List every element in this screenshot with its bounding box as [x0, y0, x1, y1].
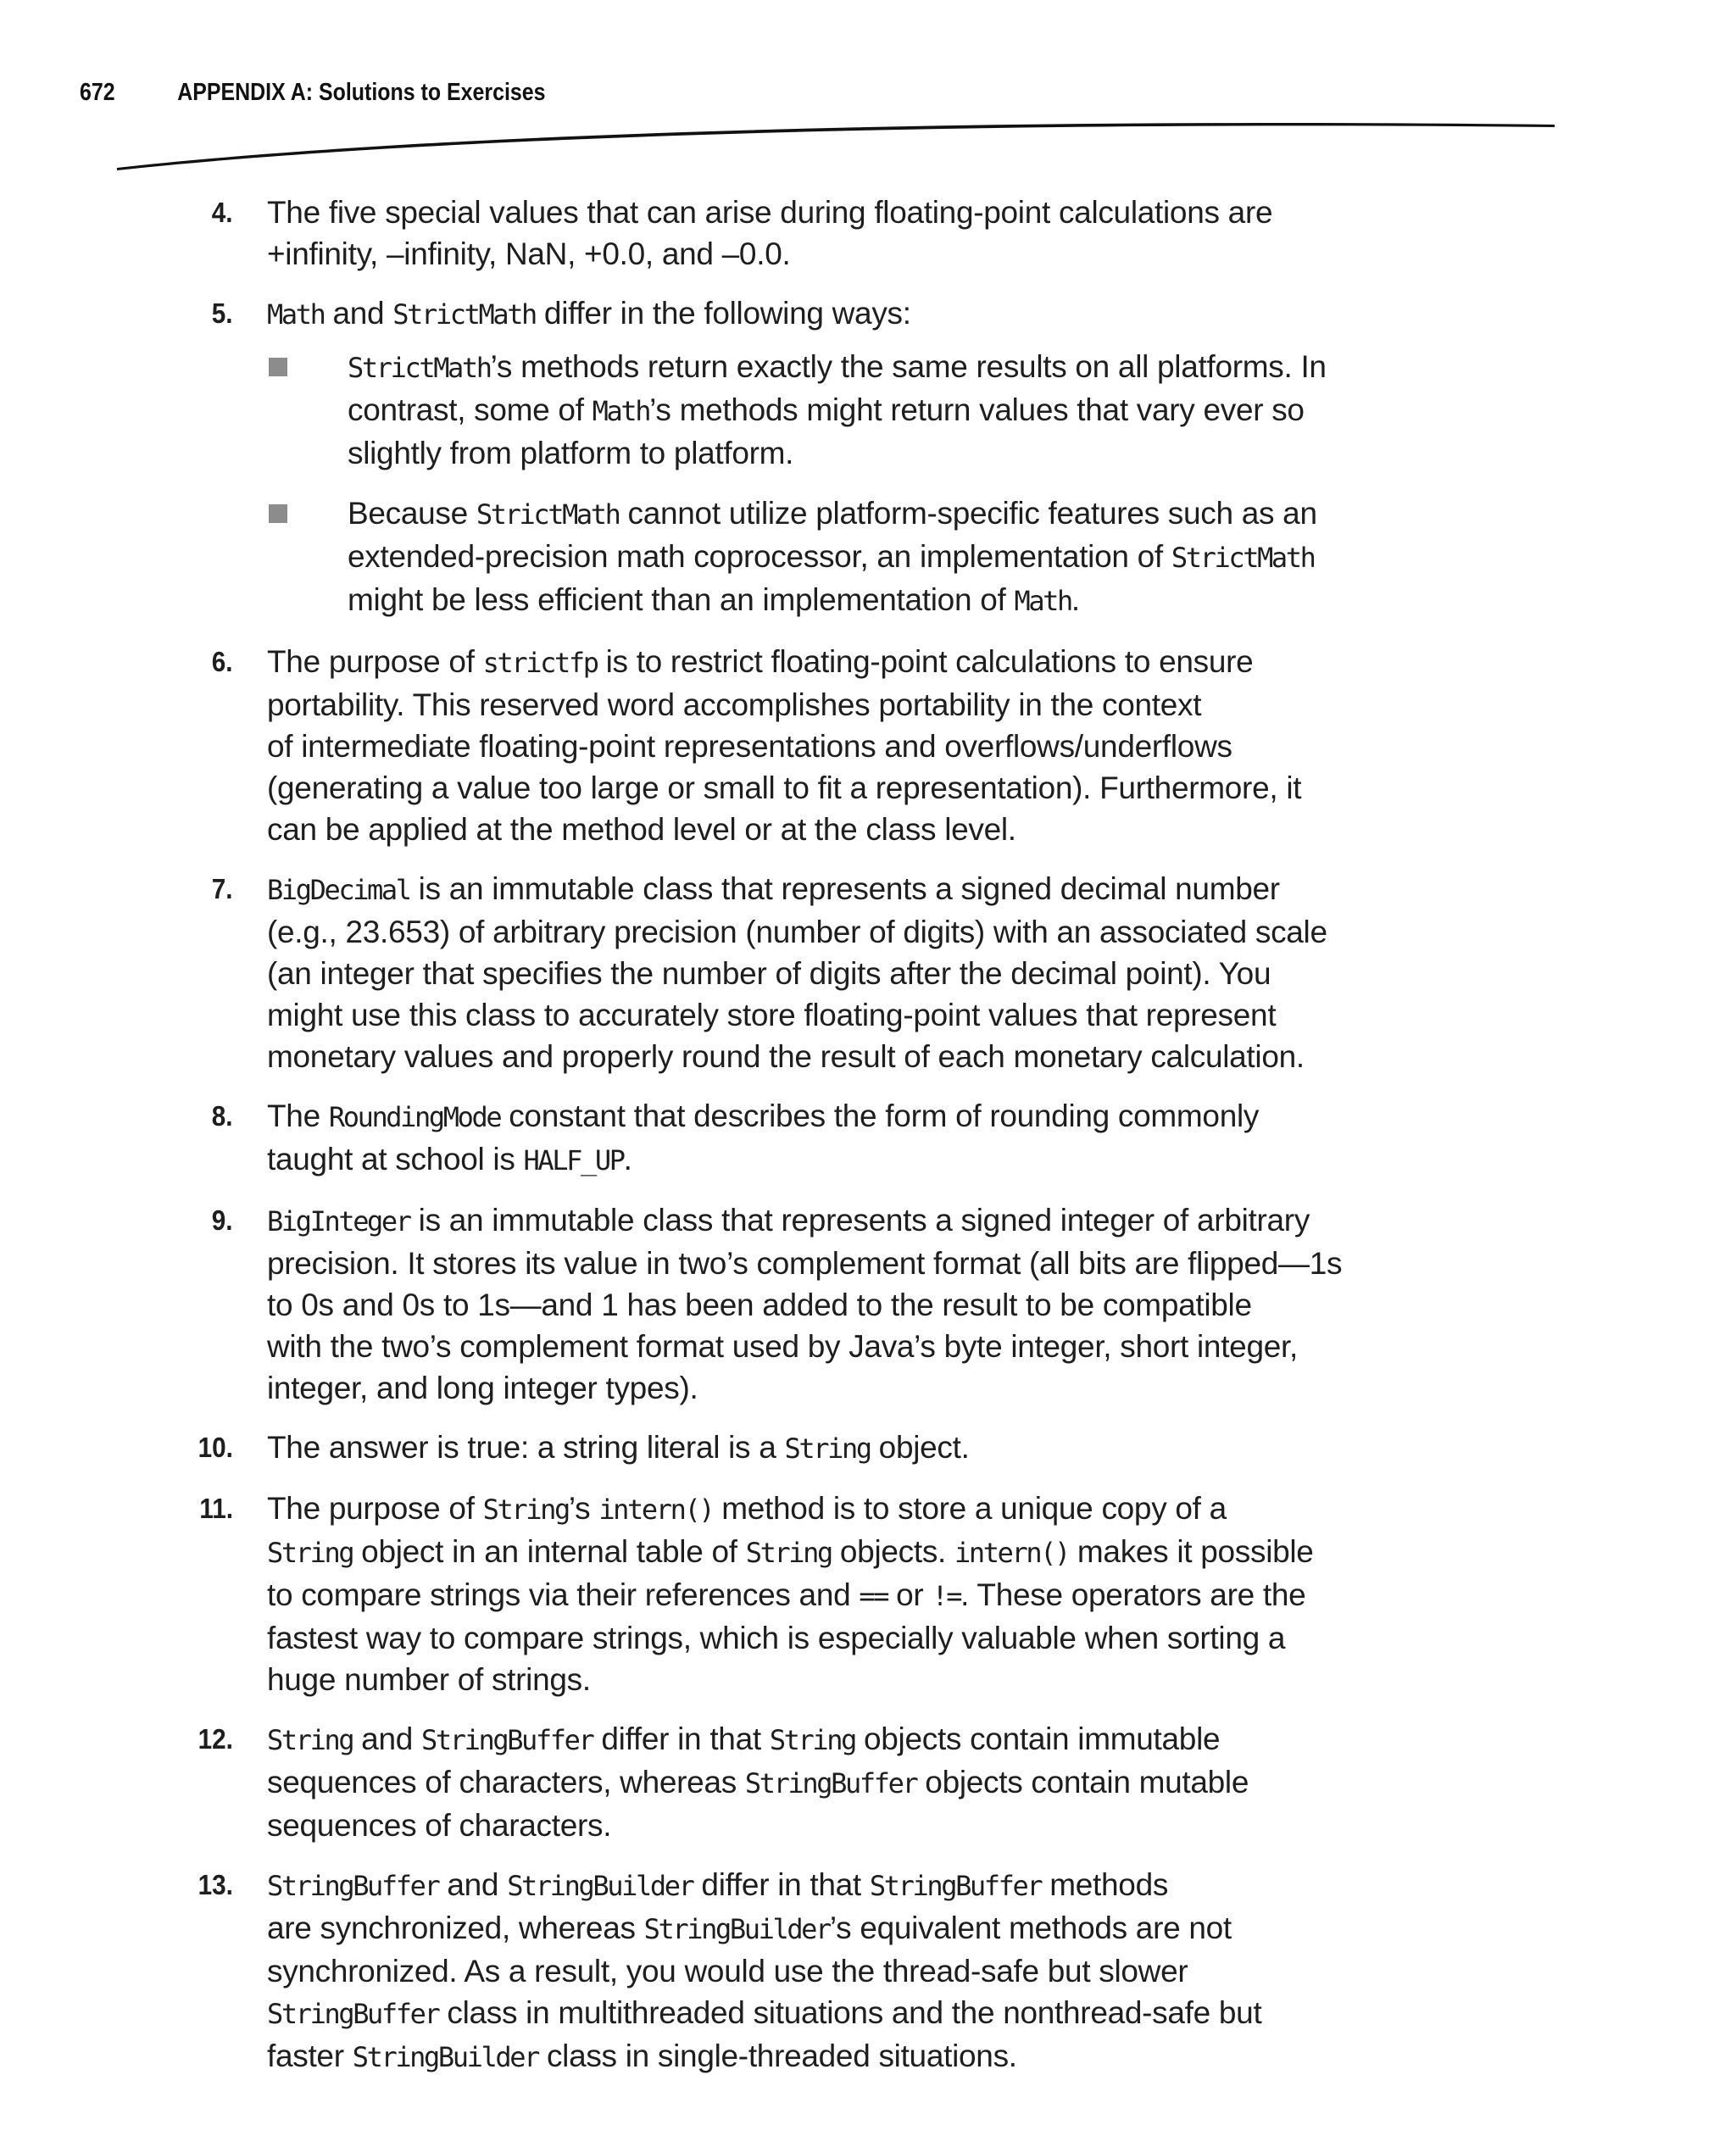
text-run: The answer is true: a string literal is a [267, 1430, 785, 1465]
text-run: to compare strings via their references and [267, 1577, 860, 1612]
text-run: might be less efficient than an implementation of [348, 582, 1015, 617]
text-line [267, 767, 1394, 809]
running-title: APPENDIX A: Solutions to Exercises [177, 79, 546, 106]
text-line [267, 1095, 1394, 1138]
text-run: (an integer that specifies the number of digits after the decimal point). You [267, 956, 1271, 991]
item-number: 6. [212, 646, 233, 677]
text-run: of intermediate floating-point representations and overflows/underflows [267, 729, 1232, 764]
text-run: integer, and long integer types). [267, 1371, 698, 1405]
text-run: synchronized. As a result, you would use the thread-safe but slower [267, 1954, 1188, 1989]
code-term: String [267, 1537, 353, 1569]
answer-list [0, 192, 1736, 2096]
item-number: 13. [198, 1869, 233, 1900]
header-rule [0, 0, 1736, 186]
text-line [348, 536, 1394, 579]
text-line [267, 1761, 1394, 1805]
bullet-list [267, 346, 1394, 622]
text-line [267, 1488, 1394, 1531]
text-run: objects contain immutable [855, 1722, 1221, 1756]
item-number: 7. [212, 873, 233, 904]
text-line [348, 432, 1394, 474]
item-body [267, 292, 1394, 622]
text-run: faster [267, 2039, 353, 2073]
code-term: StringBuffer [869, 1870, 1042, 1902]
code-term: intern() [954, 1537, 1069, 1569]
code-term: intern() [598, 1494, 714, 1526]
answer-item [0, 1718, 1736, 1846]
bullet-item [348, 492, 1394, 622]
text-run: with the two’s complement format used by Java’s byte integer, short integer, [267, 1329, 1298, 1364]
text-line [267, 1659, 1394, 1700]
text-run: can be applied at the method level or at the class level. [267, 812, 1016, 847]
text-run: ’s methods might return values that vary ever so [649, 392, 1305, 427]
text-run: sequences of characters, whereas [267, 1765, 745, 1799]
item-body [267, 1199, 1394, 1409]
code-term: Math [267, 298, 325, 331]
text-line [267, 868, 1394, 911]
text-line [348, 579, 1394, 622]
text-line [267, 1617, 1394, 1659]
text-line [267, 1284, 1394, 1326]
text-run: extended-precision math coprocessor, an implementation of [348, 539, 1171, 574]
item-body [267, 192, 1394, 275]
text-run: . [1071, 582, 1080, 617]
text-run: precision. It stores its value in two’s complement format (all bits are flipped—1s [267, 1246, 1343, 1281]
text-run: . These operators are the [960, 1577, 1306, 1612]
item-body [267, 1488, 1394, 1700]
code-term: String [267, 1724, 353, 1756]
text-run: sequences of characters. [267, 1808, 612, 1843]
code-term: String [745, 1537, 832, 1569]
text-line [267, 192, 1394, 233]
text-line [267, 1427, 1394, 1470]
item-body [267, 1718, 1394, 1846]
page-number: 672 [80, 79, 115, 106]
text-run: object. [870, 1430, 970, 1465]
text-run: or [887, 1577, 932, 1612]
text-line [267, 1531, 1394, 1574]
text-run: (generating a value too large or small to fit a representation). Furthermore, it [267, 770, 1302, 805]
text-run: contrast, some of [348, 392, 593, 427]
text-line [267, 1907, 1394, 1950]
text-run: cannot utilize platform-specific features such as an [619, 496, 1317, 531]
text-run: to 0s and 0s to 1s—and 1 has been added to the result to be compatible [267, 1288, 1252, 1322]
text-line [267, 292, 1394, 336]
text-run: The purpose of [267, 644, 483, 679]
item-body [267, 1864, 1394, 2078]
text-run: method is to store a unique copy of a [713, 1491, 1227, 1526]
text-run: (e.g., 23.653) of arbitrary precision (number of digits) with an associated scale [267, 915, 1327, 949]
code-term: StringBuffer [267, 1998, 439, 2030]
code-term: HALF_UP [523, 1144, 624, 1176]
text-run: portability. This reserved word accomplishes portability in the context [267, 687, 1202, 722]
code-term: StrictMath [392, 298, 536, 331]
code-term: String [482, 1494, 569, 1526]
answer-item [0, 1488, 1736, 1700]
text-run: monetary values and properly round the result of each monetary calculation. [267, 1039, 1305, 1074]
text-line [267, 1950, 1394, 1992]
code-term: StringBuilder [507, 1870, 693, 1902]
text-run: differ in that [693, 1867, 870, 1902]
text-run: Because [348, 496, 476, 531]
text-run: is an immutable class that represents a signed integer of arbitrary [409, 1203, 1310, 1238]
code-term: BigDecimal [267, 874, 410, 906]
text-run: taught at school is [267, 1142, 524, 1176]
text-line [267, 953, 1394, 994]
text-run: The [267, 1099, 329, 1133]
answer-item [0, 1199, 1736, 1409]
code-term: StringBuilder [352, 2041, 538, 2073]
item-number: 12. [198, 1723, 233, 1755]
answer-item [0, 1864, 1736, 2078]
text-run: might use this class to accurately store floating-point values that represent [267, 998, 1277, 1032]
code-term: StringBuffer [267, 1870, 439, 1902]
item-number: 5. [212, 298, 233, 329]
text-run: methods [1041, 1867, 1169, 1902]
text-line [267, 1805, 1394, 1846]
text-run: class in multithreaded situations and the nonthread-safe but [438, 1995, 1262, 2030]
code-term: StringBuffer [744, 1767, 917, 1799]
text-run: and [353, 1722, 421, 1756]
item-body [267, 1095, 1394, 1182]
bullet-item [348, 346, 1394, 474]
code-term: String [784, 1432, 871, 1465]
item-number: 8. [212, 1100, 233, 1132]
text-run: differ in the following ways: [535, 296, 911, 331]
item-body [267, 868, 1394, 1077]
text-run: fastest way to compare strings, which is especially valuable when sorting a [267, 1621, 1286, 1655]
code-term: == [859, 1580, 888, 1612]
code-term: StrictMath [476, 498, 620, 531]
text-line [267, 1718, 1394, 1761]
text-run: objects. [831, 1534, 954, 1569]
text-line [267, 809, 1394, 850]
code-term: StrictMath [348, 352, 491, 384]
text-run: The five special values that can arise during floating-point calculations are [267, 195, 1273, 230]
code-term: BigInteger [267, 1205, 410, 1238]
text-line [267, 233, 1394, 275]
code-term: Math [592, 395, 650, 427]
item-body [267, 1427, 1394, 1470]
text-run: huge number of strings. [267, 1662, 591, 1697]
text-run: object in an internal table of [353, 1534, 746, 1569]
code-term: != [932, 1580, 961, 1612]
answer-item [0, 868, 1736, 1077]
text-run: The purpose of [267, 1491, 483, 1526]
item-number: 9. [212, 1204, 233, 1236]
code-term: String [769, 1724, 856, 1756]
text-line [267, 1992, 1394, 2035]
text-run: differ in that [593, 1722, 770, 1756]
text-line [267, 911, 1394, 953]
text-line [267, 1199, 1394, 1243]
code-term: Math [1014, 585, 1071, 617]
square-bullet-icon [269, 358, 287, 376]
code-term: StringBuffer [421, 1724, 593, 1756]
text-run: ’s methods return exactly the same results on all platforms. In [490, 349, 1327, 384]
text-run: slightly from platform to platform. [348, 436, 794, 470]
text-line [267, 1574, 1394, 1617]
text-line [267, 994, 1394, 1036]
text-run: and [324, 296, 393, 331]
code-term: RoundingMode [328, 1101, 501, 1133]
text-run: ’s [568, 1491, 599, 1526]
text-line [267, 1243, 1394, 1284]
text-line [267, 2035, 1394, 2078]
text-line [267, 641, 1394, 684]
answer-item [0, 292, 1736, 622]
text-line [267, 1036, 1394, 1077]
square-bullet-icon [269, 504, 287, 523]
code-term: strictfp [482, 647, 598, 679]
text-run: ’s equivalent methods are not [829, 1911, 1232, 1945]
code-term: StrictMath [1171, 542, 1315, 574]
text-line [348, 492, 1394, 536]
item-number: 10. [198, 1432, 233, 1463]
text-run: makes it possible [1068, 1534, 1314, 1569]
text-line [267, 726, 1394, 767]
item-number: 11. [199, 1493, 233, 1524]
answer-item [0, 192, 1736, 275]
text-run: and [438, 1867, 508, 1902]
text-run: . [623, 1142, 632, 1176]
text-line [348, 389, 1394, 432]
text-line [267, 1367, 1394, 1409]
code-term: StringBuilder [643, 1913, 830, 1945]
item-body [267, 641, 1394, 850]
text-run: is an immutable class that represents a signed decimal number [409, 871, 1280, 906]
text-line [267, 1138, 1394, 1182]
text-line [348, 346, 1394, 389]
answer-item [0, 1095, 1736, 1182]
text-run: constant that describes the form of rounding commonly [500, 1099, 1260, 1133]
text-run: +infinity, –infinity, NaN, +0.0, and –0.0. [267, 236, 791, 271]
answer-item [0, 1427, 1736, 1470]
text-line [267, 684, 1394, 726]
item-number: 4. [212, 197, 233, 228]
answer-item [0, 641, 1736, 850]
text-run: class in single-threaded situations. [537, 2039, 1017, 2073]
text-run: are synchronized, whereas [267, 1911, 644, 1945]
text-run: objects contain mutable [916, 1765, 1249, 1799]
text-line [267, 1864, 1394, 1907]
text-line [267, 1326, 1394, 1367]
text-run: is to restrict floating-point calculations to ensure [597, 644, 1254, 679]
